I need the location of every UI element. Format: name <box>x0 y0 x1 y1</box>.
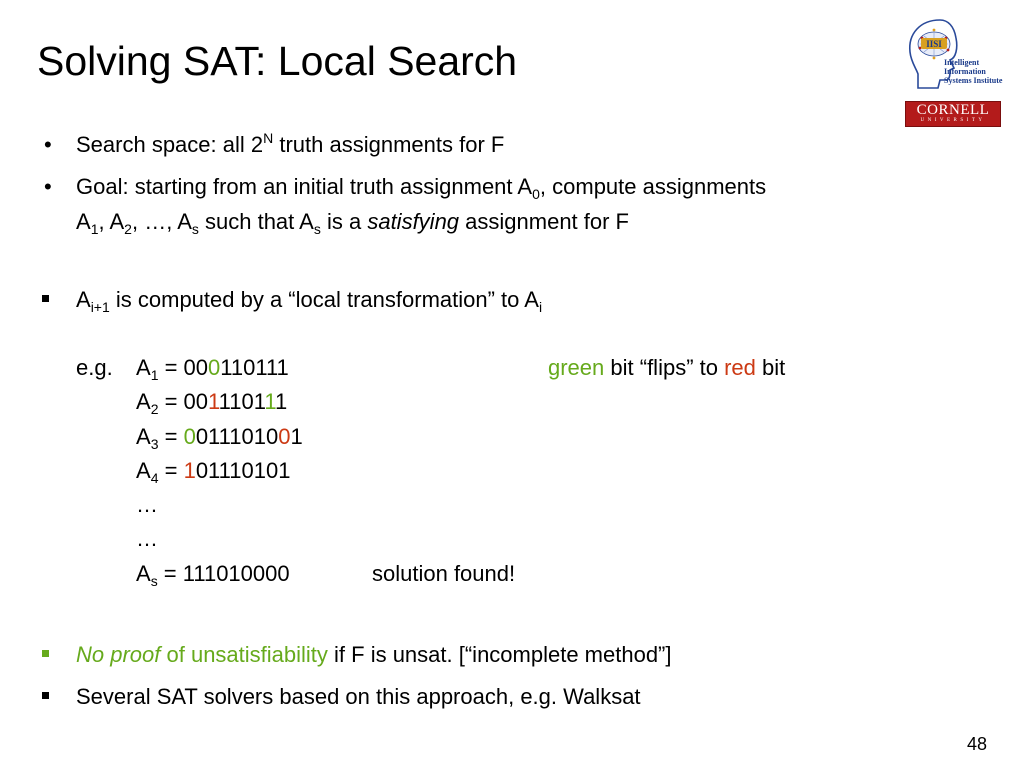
assignment-as: $A_s = 111010000$ <box>136 561 290 589</box>
example-label: e.g. <box>76 355 113 380</box>
bullet-search-space: Search space: all $2^N$ truth assignments for F <box>76 130 505 157</box>
assignment-a4: $A_4 = 101110101$ <box>136 458 291 486</box>
assignment-a2: $A_2 = 001110111$ <box>136 389 288 417</box>
cornell-subtitle: UNIVERSITY <box>920 118 986 123</box>
bullet-square-5 <box>42 692 49 699</box>
ellipsis-1: … <box>136 492 158 517</box>
bullet-walksat: Several SAT solvers based on this approach, e.g. Walksat <box>76 684 641 709</box>
slide-title: Solving SAT: Local Search <box>37 38 518 84</box>
solution-found-text: solution found! <box>372 561 516 586</box>
bullet-goal-line1: Goal: starting from an initial truth assignment $A_0$, compute assignments <box>76 174 767 202</box>
bullet-dot-1: • <box>44 132 52 157</box>
bullet-goal-line2: $A_1$, $A_2$, …, $A_s$ such that $A_s$ is a satisfying assignment for F <box>76 209 629 237</box>
bullet-square-3 <box>42 295 49 302</box>
flip-legend-note: green bit “flips” to red bit <box>548 355 786 380</box>
ellipsis-2: … <box>136 526 158 551</box>
iisi-caption-line1: Intelligent Information <box>944 58 986 76</box>
iisi-monogram: IISI <box>926 39 942 49</box>
cornell-logo <box>905 101 1001 127</box>
bullet-dot-2: • <box>44 174 52 199</box>
assignment-a1: $A_1 = 000110111$ <box>136 355 289 383</box>
iisi-caption-line2: Systems Institute <box>944 76 1003 85</box>
cornell-wordmark: CORNELL <box>916 102 990 118</box>
page-number: 48 <box>967 734 988 754</box>
bullet-square-4 <box>42 650 49 657</box>
iisi-caption <box>944 58 1014 85</box>
bullet-local-transformation: $A_{i+1}$ is computed by a “local transformation” to $A_i$ <box>76 287 543 315</box>
assignment-a3: $A_3 = 0011101001$ <box>136 424 303 452</box>
bullet-no-proof: No proof of unsatisfiability if F is unsat. [“incomplete method”] <box>76 642 672 667</box>
